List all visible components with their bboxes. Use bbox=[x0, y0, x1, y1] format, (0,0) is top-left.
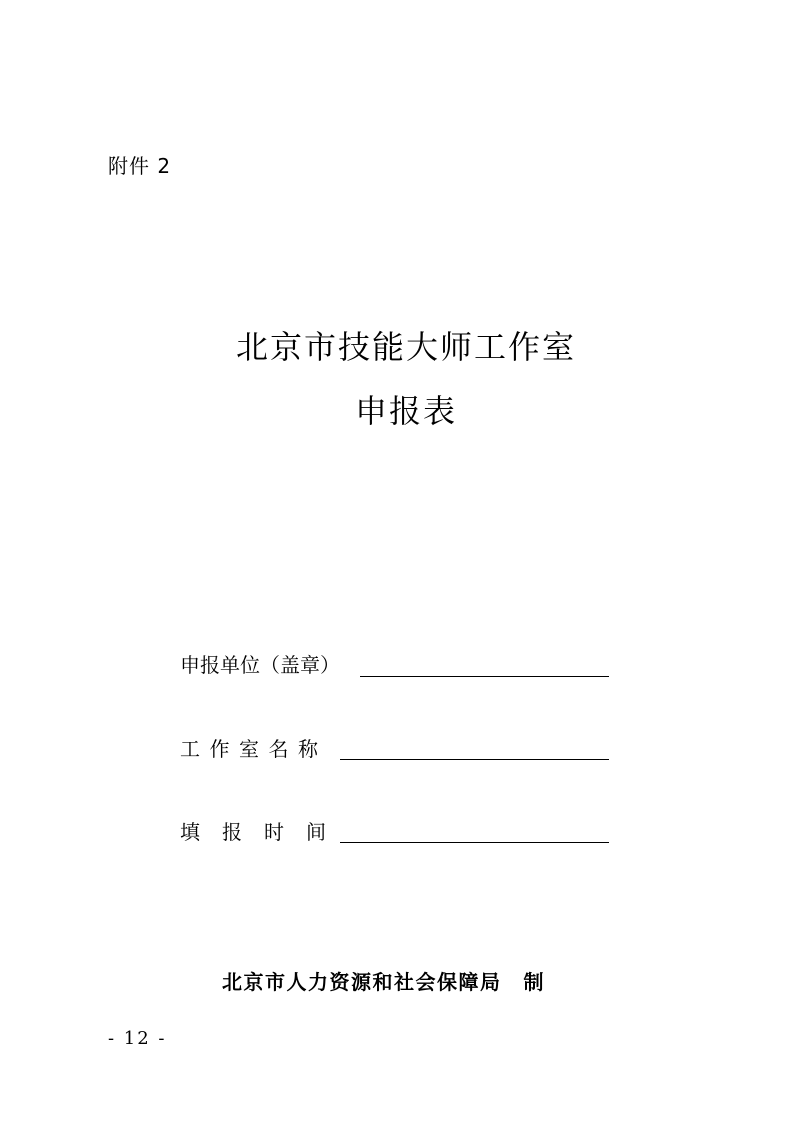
form-field-time-line[interactable] bbox=[340, 842, 609, 843]
form-field-name-line[interactable] bbox=[340, 759, 609, 760]
organization-name: 北京市人力资源和社会保障局 bbox=[222, 970, 502, 994]
form-field-unit-label: 申报单位（盖章） bbox=[180, 653, 340, 677]
made-by-mark: 制 bbox=[523, 970, 545, 994]
form-field-time bbox=[180, 815, 348, 845]
form-field-name bbox=[180, 732, 328, 762]
form-field-unit bbox=[180, 648, 340, 678]
attachment-label: 附件 2 bbox=[108, 154, 172, 178]
form-field-unit-line[interactable] bbox=[360, 676, 609, 677]
document-title-line1: 北京市技能大师工作室 bbox=[235, 328, 576, 366]
document-title-line2: 申报表 bbox=[354, 392, 457, 430]
form-field-time-label: 填报时间 bbox=[180, 820, 348, 844]
page-number: - 12 - bbox=[108, 1028, 167, 1049]
issuing-organization bbox=[222, 966, 545, 995]
form-field-name-label: 工作室名称 bbox=[180, 737, 328, 761]
